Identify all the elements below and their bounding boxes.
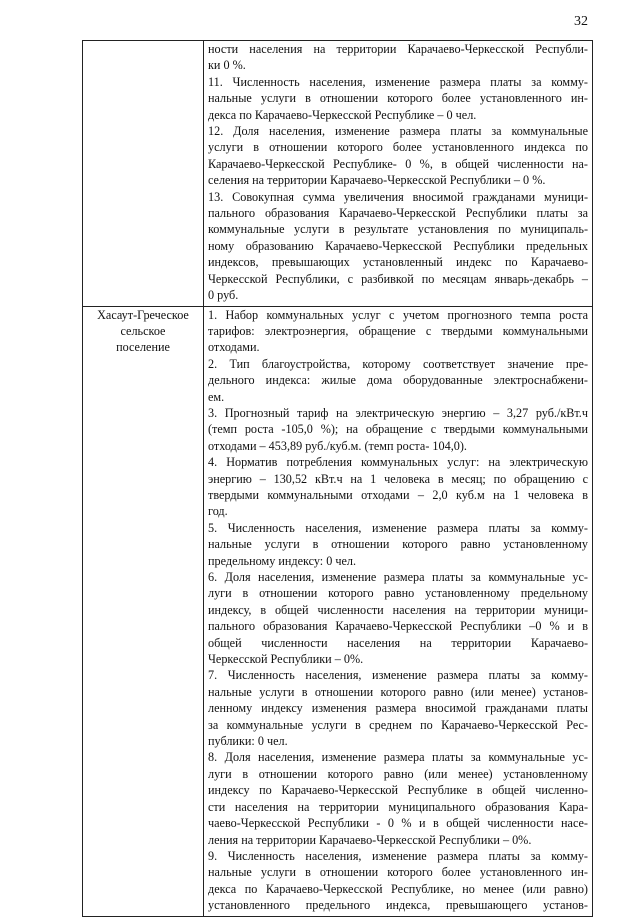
text-line: коммунальные услуги в результате установления по муниципаль- bbox=[208, 222, 588, 237]
text-line: энергию – 130,52 кВт.ч на 1 человека в месяц; по обращению с bbox=[208, 471, 588, 486]
indicators-cell bbox=[204, 306, 593, 916]
text-line: селения на территории Карачаево-Черкесской Республики – 0 %. bbox=[208, 173, 546, 188]
text-line: публики: 0 чел. bbox=[208, 734, 288, 749]
document-table bbox=[82, 40, 593, 917]
municipality-name-line: Хасаут-Греческое bbox=[97, 307, 189, 322]
text-line: 2. Тип благоустройства, которому соответствует значение пре- bbox=[208, 356, 588, 371]
municipality-cell bbox=[83, 306, 204, 916]
text-line: индексов, превышающих установленный индекс по Карачаево- bbox=[208, 255, 588, 270]
text-line: 13. Совокупная сумма увеличения вносимой гражданами муници- bbox=[208, 189, 588, 204]
text-line: 3. Прогнозный тариф на электрическую энергию – 3,27 руб./кВт.ч bbox=[208, 405, 588, 420]
text-line: нальные услуги в отношении которого равно установленному bbox=[208, 537, 588, 552]
text-line: декса по Карачаево-Черкесской Республике, но менее (или равно) bbox=[208, 881, 588, 896]
text-line: ления на территории Карачаево-Черкесской Республики – 0%. bbox=[208, 832, 532, 847]
text-line: Черкесской Республики, с разбивкой по месяцам январь-декабрь – bbox=[208, 271, 588, 286]
text-line: 6. Доля населения, изменение размера платы за коммунальные ус- bbox=[208, 570, 588, 584]
text-line: ленному индексу изменения размера вносимой гражданами платы bbox=[208, 701, 588, 716]
municipality-name-line: сельское bbox=[120, 323, 166, 338]
text-line: тарифов: электроэнергия, обращение с твердыми коммунальными bbox=[208, 323, 588, 338]
text-line: ки 0 %. bbox=[208, 58, 246, 73]
text-line: нальные услуги в отношении которого равно (или менее) установ- bbox=[208, 684, 588, 699]
text-line: предельному индексу: 0 чел. bbox=[208, 553, 357, 568]
text-line: отходами. bbox=[208, 340, 260, 355]
text-line: услуги в отношении которого более установленного индекса по bbox=[208, 140, 588, 155]
table-body bbox=[83, 41, 593, 917]
text-line: 11. Численность населения, изменение размера платы за комму- bbox=[208, 74, 588, 89]
table-row bbox=[83, 41, 593, 307]
text-line: пального образования Карачаево-Черкесской Республики платы за bbox=[208, 206, 588, 221]
text-line: 4. Норматив потребления коммунальных услуг: на электрическую bbox=[208, 455, 588, 470]
page-number: 32 bbox=[574, 14, 588, 29]
text-line: Карачаево-Черкесской Республике- 0 %, в общей численности на- bbox=[208, 156, 588, 171]
text-line: нальные услуги в отношении которого более установленного ин- bbox=[208, 91, 588, 106]
text-line: 9. Численность населения, изменение размера платы за комму- bbox=[208, 848, 588, 863]
text-line: дельного индекса: жилые дома оборудованные электроснабжени- bbox=[208, 373, 588, 388]
text-line: пального образования Карачаево-Черкесской Республики –0 % и в bbox=[208, 619, 588, 634]
text-line: 8. Доля населения, изменение размера платы за коммунальные ус- bbox=[208, 750, 588, 765]
indicators-cell bbox=[204, 41, 593, 307]
text-line: ному образованию Карачаево-Черкесской Республики предельных bbox=[208, 238, 588, 253]
text-line: луги в отношении которого равно установленному предельному bbox=[208, 586, 588, 601]
text-line: твердыми коммунальными отходами – 2,0 куб.м на 1 человека в bbox=[208, 487, 588, 502]
text-line: луги в отношении которого равно (или менее) установленному bbox=[208, 766, 588, 781]
text-line: декса по Карачаево-Черкесской Республике – 0 чел. bbox=[208, 107, 477, 122]
table-row bbox=[83, 306, 593, 916]
text-line: 7. Численность населения, изменение размера платы за комму- bbox=[208, 668, 588, 683]
text-line: (темп роста -105,0 %); на обращение с твердыми коммунальными bbox=[208, 422, 588, 437]
municipality-cell bbox=[83, 41, 204, 307]
text-line: нальные услуги в отношении которого более установленного ин- bbox=[208, 865, 588, 880]
municipality-name-line: поселение bbox=[116, 340, 170, 355]
text-line: индексу, в общей численности населения на территории муници- bbox=[208, 602, 588, 617]
text-line: сти населения на территории муниципального образования Кара- bbox=[208, 799, 588, 814]
text-line: ем. bbox=[208, 389, 225, 404]
text-line: за коммунальные услуги в среднем по Карачаево-Черкесской Рес- bbox=[208, 717, 588, 732]
text-line: 1. Набор коммунальных услуг с учетом прогнозного темпа роста bbox=[208, 307, 588, 322]
text-line: ности населения на территории Карачаево-Черкесской Республи- bbox=[208, 42, 588, 56]
text-line: чаево-Черкесской Республики - 0 % и в общей численности насе- bbox=[208, 816, 588, 831]
text-line: индексу по Карачаево-Черкесской Республике в общей численно- bbox=[208, 783, 588, 798]
text-line: установленного предельного индекса, превышающего установ- bbox=[208, 898, 588, 913]
text-line: Черкесской Республики – 0%. bbox=[208, 652, 364, 667]
text-line: 12. Доля населения, изменение размера платы за коммунальные bbox=[208, 124, 588, 139]
text-line: отходами – 453,89 руб./куб.м. (темп роста- 104,0). bbox=[208, 438, 467, 453]
text-line: 5. Численность населения, изменение размера платы за комму- bbox=[208, 520, 588, 535]
text-line: год. bbox=[208, 504, 228, 519]
text-line: общей численности населения на территории Карачаево- bbox=[208, 635, 588, 650]
text-line: 0 руб. bbox=[208, 288, 239, 303]
